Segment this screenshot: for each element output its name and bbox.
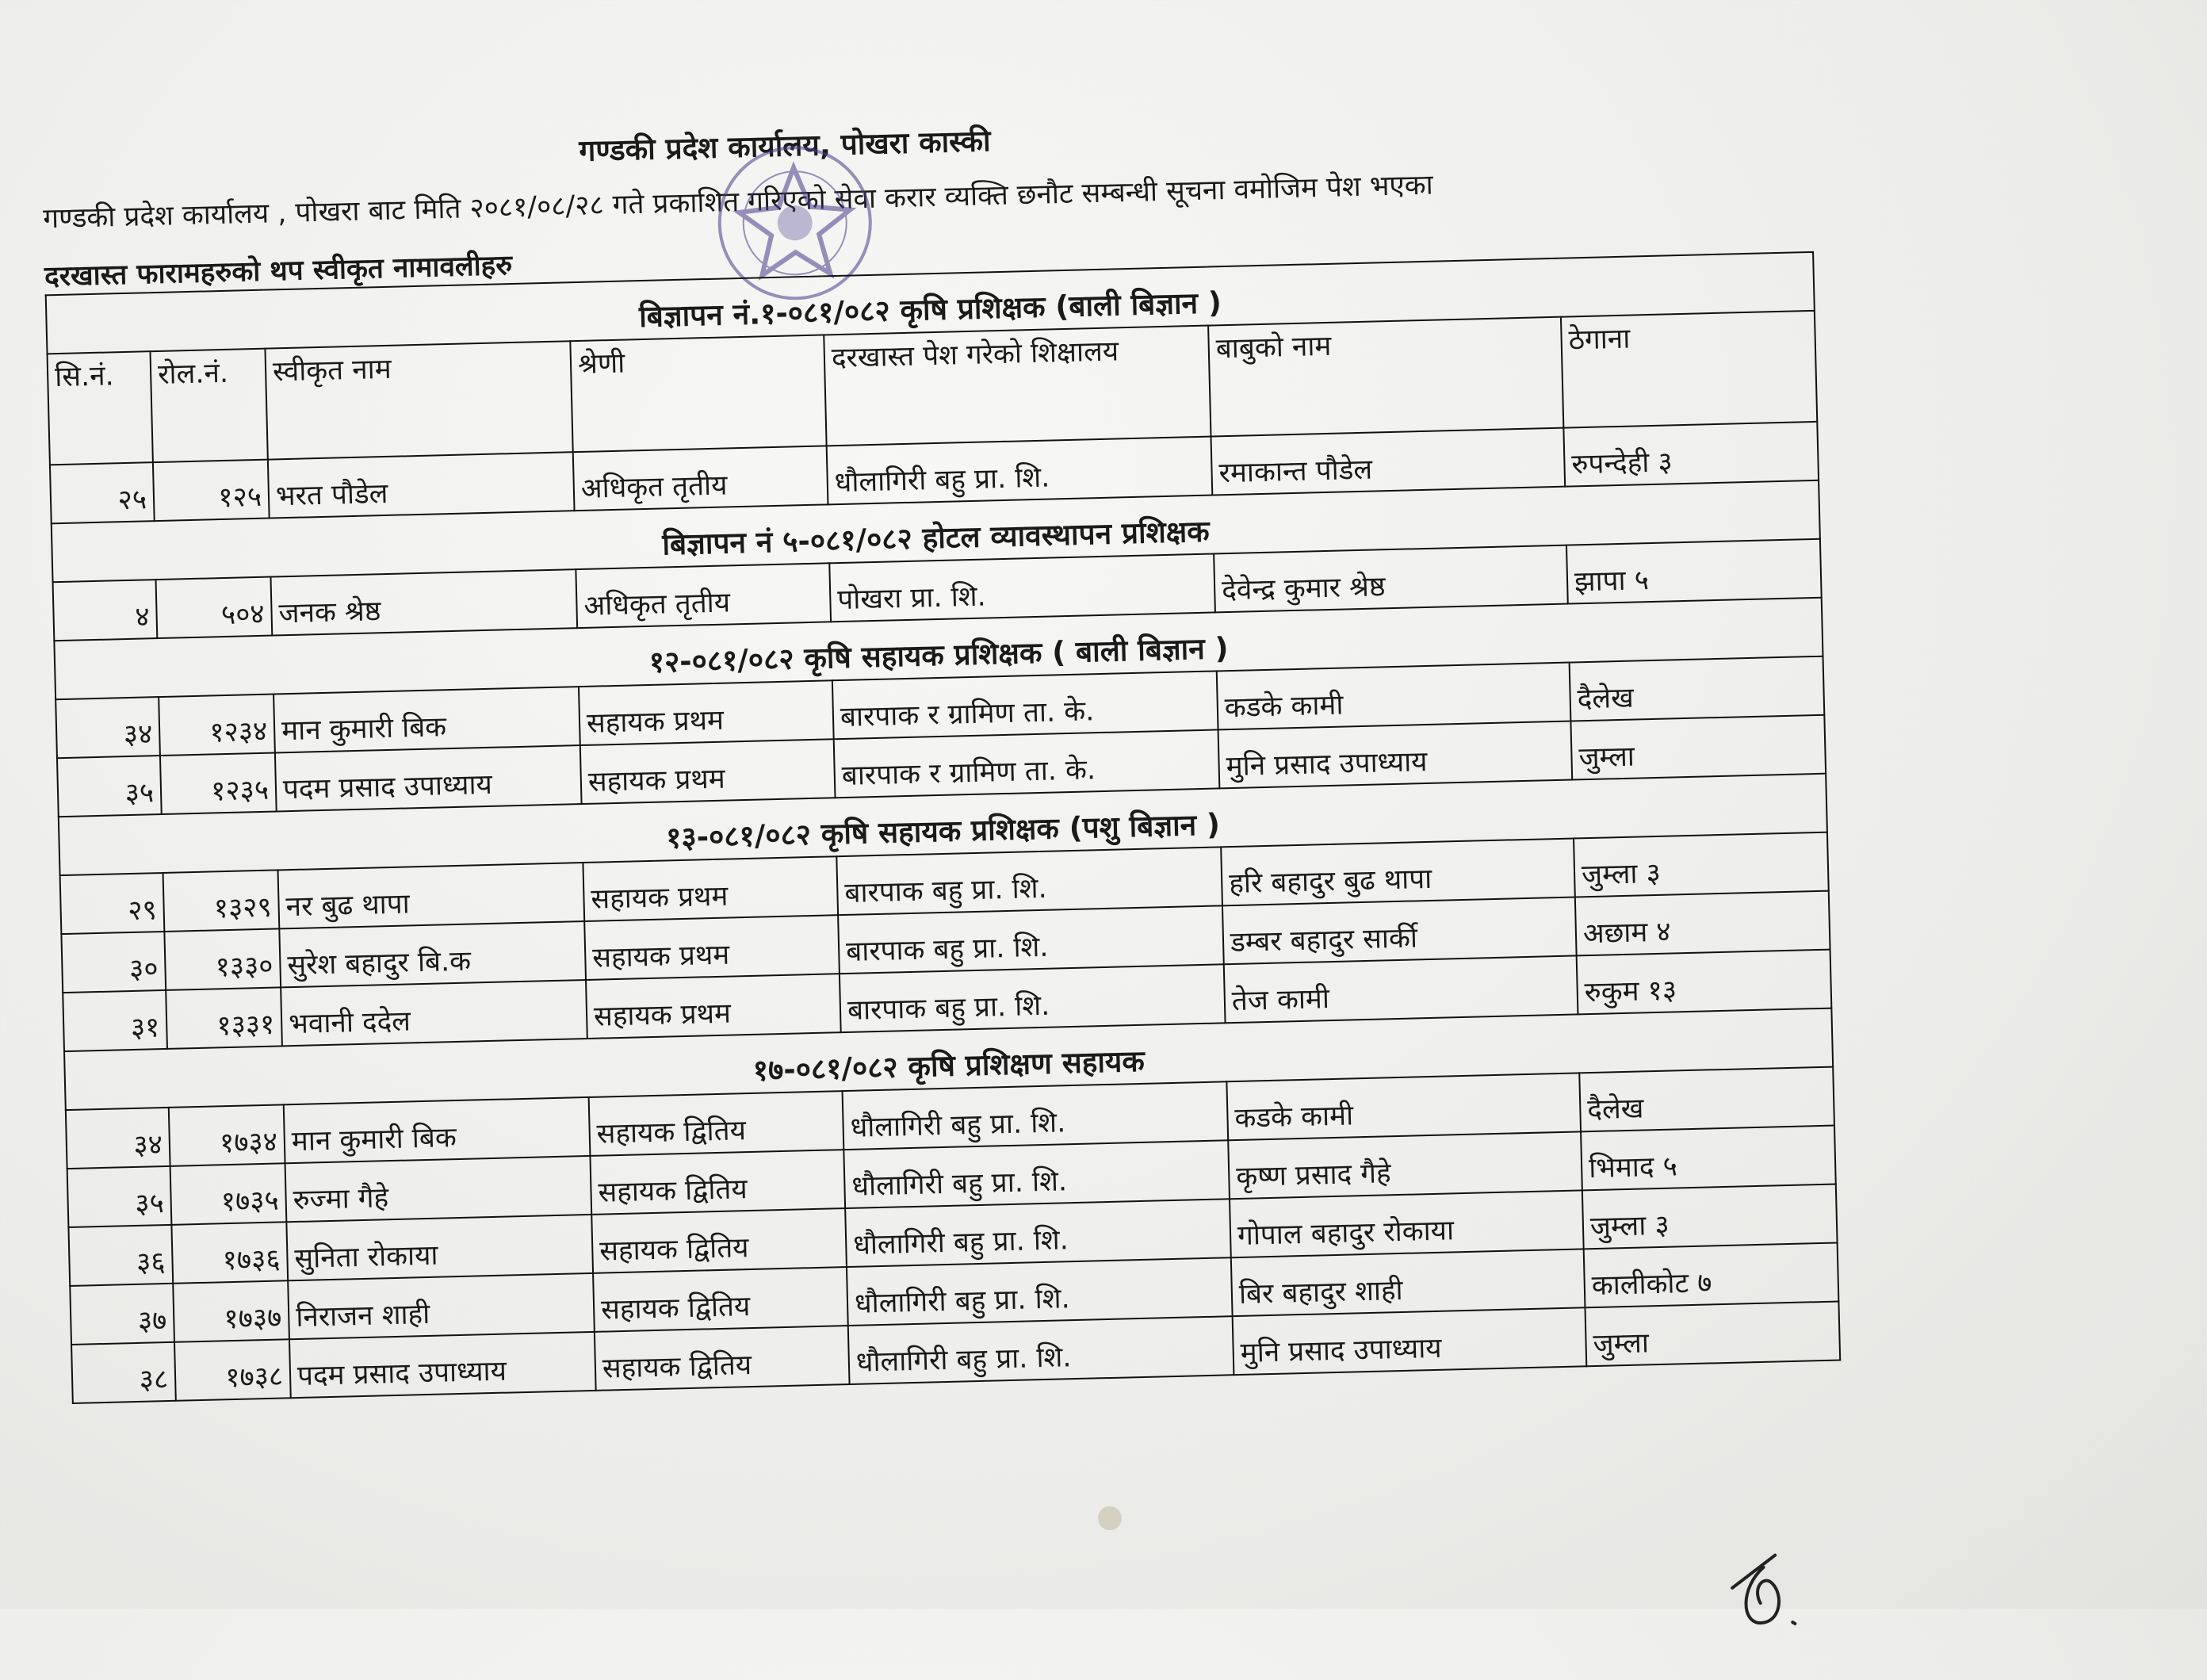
institute-cell: बारपाक र ग्रामिण ता. के. bbox=[834, 729, 1220, 798]
address-cell: झापा ५ bbox=[1566, 539, 1822, 604]
section-title: १२-०८१/०८२ कृषि सहायक प्रशिक्षक ( बाली बिज्ञान ) bbox=[54, 598, 1823, 699]
section-title: बिज्ञापन नं.१-०८१/०८२ कृषि प्रशिक्षक (बाली बिज्ञान ) bbox=[46, 252, 1815, 354]
serial-cell: ३४ bbox=[55, 697, 160, 758]
level-cell: सहायक प्रथम bbox=[579, 680, 834, 745]
address-cell: जुम्ला bbox=[1585, 1302, 1840, 1367]
roll-cell: १७३४ bbox=[169, 1104, 285, 1166]
office-title: गण्डकी प्रदेश कार्यालय, पोखरा कास्की bbox=[578, 124, 992, 168]
name-cell: मान कुमारी बिक bbox=[284, 1097, 591, 1163]
institute-cell: बारपाक र ग्रामिण ता. के. bbox=[832, 671, 1218, 739]
father-name-cell: हरि बहादुर बुढ थापा bbox=[1221, 838, 1575, 905]
roll-cell: १७३७ bbox=[173, 1280, 289, 1342]
roll-cell: १२३५ bbox=[160, 752, 277, 814]
name-cell: सुनिता रोकाया bbox=[286, 1215, 593, 1280]
address-cell: जुम्ला ३ bbox=[1574, 832, 1829, 897]
roll-cell: ५०४ bbox=[156, 577, 273, 639]
serial-cell: ३४ bbox=[66, 1108, 170, 1169]
roll-cell: १२३४ bbox=[159, 695, 275, 756]
institute-cell: धौलागिरी बहु प्रा. शि. bbox=[843, 1081, 1229, 1150]
address-cell: कालीकोट ७ bbox=[1584, 1243, 1839, 1308]
father-name-cell: मुनि प्रसाद उपाध्याय bbox=[1233, 1307, 1587, 1375]
level-cell: सहायक द्वितिय bbox=[595, 1326, 850, 1391]
column-header: स्वीकृत नाम bbox=[265, 341, 572, 459]
serial-cell: ३५ bbox=[67, 1166, 172, 1227]
column-header: सि.नं. bbox=[48, 351, 153, 465]
institute-cell: बारपाक बहु प्रा. शि. bbox=[838, 905, 1224, 974]
name-cell: सुरेश बहादुर बि.क bbox=[279, 921, 586, 987]
serial-cell: २५ bbox=[50, 462, 155, 523]
handwritten-signature bbox=[1715, 1542, 1821, 1640]
section-title: बिज्ञापन नं ५-०८१/०८२ होटल व्यावस्थापन प्रशिक्षक bbox=[52, 480, 1820, 582]
section-title: १७-०८१/०८२ कृषि प्रशिक्षण सहायक bbox=[64, 1008, 1833, 1110]
father-name-cell: कृष्ण प्रसाद गैहे bbox=[1228, 1131, 1582, 1199]
address-cell: जुम्ला bbox=[1570, 715, 1826, 780]
serial-cell: ३१ bbox=[63, 990, 167, 1051]
serial-cell: ४ bbox=[53, 580, 158, 641]
level-cell: सहायक द्वितिय bbox=[593, 1267, 848, 1332]
serial-cell: ३५ bbox=[57, 756, 162, 817]
roll-cell: १७३६ bbox=[171, 1222, 288, 1284]
roll-cell: १३३१ bbox=[166, 987, 282, 1049]
level-cell: सहायक प्रथम bbox=[584, 915, 840, 980]
serial-cell: ३८ bbox=[71, 1342, 176, 1403]
institute-cell: बारपाक बहु प्रा. शि. bbox=[836, 847, 1222, 915]
serial-cell: २९ bbox=[60, 873, 165, 934]
level-cell: सहायक प्रथम bbox=[580, 739, 836, 804]
document-page bbox=[24, 98, 1872, 1490]
level-cell: सहायक द्वितिय bbox=[590, 1150, 845, 1215]
column-header: दरखास्त पेश गरेको शिक्षालय bbox=[824, 326, 1211, 446]
level-cell: सहायक प्रथम bbox=[583, 856, 838, 921]
address-cell: जुम्ला ३ bbox=[1582, 1184, 1838, 1249]
address-cell: दैलेख bbox=[1579, 1067, 1834, 1132]
name-cell: पदम प्रसाद उपाध्याय bbox=[289, 1332, 596, 1398]
column-header: रोल.नं. bbox=[150, 349, 267, 463]
roll-cell: १७३८ bbox=[174, 1339, 291, 1401]
name-cell: भवानी ददेल bbox=[281, 980, 587, 1046]
serial-cell: ३० bbox=[61, 932, 166, 993]
father-name-cell: कडके कामी bbox=[1226, 1073, 1581, 1140]
paper-smudge bbox=[1098, 1506, 1122, 1530]
name-cell: पदम प्रसाद उपाध्याय bbox=[275, 745, 582, 811]
level-cell: सहायक द्वितिय bbox=[589, 1091, 844, 1156]
address-cell: रुकुम १३ bbox=[1577, 950, 1832, 1015]
name-cell: मान कुमारी बिक bbox=[273, 687, 580, 752]
roll-cell: १२५ bbox=[153, 460, 270, 522]
address-cell: अछाम ४ bbox=[1575, 891, 1830, 956]
candidate-table bbox=[45, 251, 1842, 1404]
father-name-cell: रमाकान्त पौडेल bbox=[1211, 428, 1565, 496]
list-heading: दरखास्त फारामहरुको थप स्वीकृत नामावलीहरु bbox=[44, 249, 513, 293]
institute-cell: पोखरा प्रा. शि. bbox=[829, 553, 1215, 622]
father-name-cell: गोपाल बहादुर रोकाया bbox=[1230, 1190, 1584, 1257]
father-name-cell: डम्बर बहादुर सार्की bbox=[1222, 897, 1577, 964]
table-body bbox=[46, 252, 1841, 1403]
institute-cell: धौलागिरी बहु प्रा. शि. bbox=[843, 1140, 1230, 1208]
roll-cell: १३३० bbox=[164, 928, 281, 990]
institute-cell: धौलागिरी बहु प्रा. शि. bbox=[848, 1316, 1234, 1384]
column-header: बाबुको नाम bbox=[1208, 317, 1563, 437]
institute-cell: बारपाक बहु प्रा. शि. bbox=[840, 964, 1226, 1032]
father-name-cell: देवेन्द्र कुमार श्रेष्ठ bbox=[1214, 545, 1568, 613]
level-cell: सहायक प्रथम bbox=[586, 974, 841, 1039]
roll-cell: १३२९ bbox=[163, 870, 280, 932]
name-cell: निराजन शाही bbox=[288, 1273, 595, 1339]
father-name-cell: कडके कामी bbox=[1217, 663, 1571, 730]
level-cell: अधिकृत तृतीय bbox=[576, 563, 831, 628]
institute-cell: धौलागिरी बहु प्रा. शि. bbox=[845, 1199, 1231, 1267]
column-header: श्रेणी bbox=[570, 335, 826, 452]
section-title: १३-०८१/०८२ कृषि सहायक प्रशिक्षक (पशु बिज्ञान ) bbox=[59, 774, 1827, 875]
address-cell: रुपन्देही ३ bbox=[1563, 422, 1819, 487]
father-name-cell: तेज कामी bbox=[1224, 955, 1578, 1023]
serial-cell: ३७ bbox=[70, 1284, 174, 1345]
name-cell: जनक श्रेष्ठ bbox=[270, 569, 577, 635]
father-name-cell: बिर बहादुर शाही bbox=[1231, 1249, 1585, 1316]
name-cell: भरत पौडेल bbox=[268, 452, 575, 518]
level-cell: सहायक द्वितिय bbox=[591, 1208, 847, 1273]
roll-cell: १७३५ bbox=[170, 1163, 287, 1225]
notice-line: गण्डकी प्रदेश कार्यालय , पोखरा बाट मिति २०८१/०८/२८ गते प्रकाशित गरिएको सेवा करार व्यक्ति छनौट सम्बन्धी सूचना वमोजिम पेश भएका bbox=[42, 169, 1434, 235]
name-cell: नर बुढ थापा bbox=[278, 863, 585, 928]
institute-cell: धौलागिरी बहु प्रा. शि. bbox=[847, 1257, 1233, 1326]
father-name-cell: मुनि प्रसाद उपाध्याय bbox=[1218, 721, 1573, 789]
address-cell: भिमाद ५ bbox=[1581, 1126, 1836, 1191]
column-header: ठेगाना bbox=[1561, 311, 1817, 428]
level-cell: अधिकृत तृतीय bbox=[573, 446, 828, 511]
serial-cell: ३६ bbox=[68, 1225, 173, 1286]
name-cell: रुज्मा गैहे bbox=[285, 1156, 592, 1222]
address-cell: दैलेख bbox=[1570, 656, 1825, 721]
institute-cell: धौलागिरी बहु प्रा. शि. bbox=[827, 437, 1213, 505]
